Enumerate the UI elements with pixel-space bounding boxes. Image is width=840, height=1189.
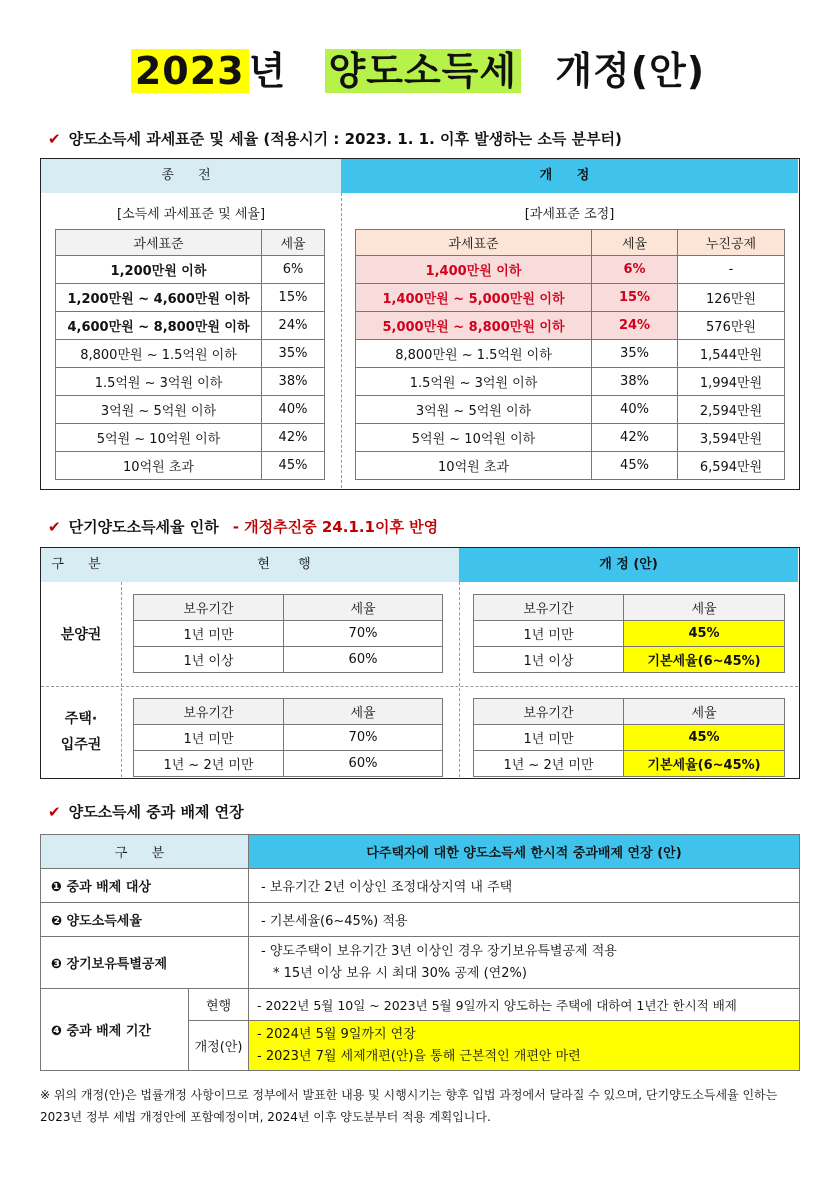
old-rate-table — [55, 229, 325, 480]
title-year: 2023 — [131, 49, 249, 93]
table-cell: 3,594만원 — [678, 424, 785, 452]
main-header: 다주택자에 대한 양도소득세 한시적 중과배제 연장 (안) — [249, 835, 800, 869]
table-cell: 42% — [262, 424, 325, 452]
group-label: 주택· 입주권 — [60, 710, 102, 753]
table-cell: 15% — [592, 284, 678, 312]
divider — [459, 582, 460, 777]
table-cell: 45% — [262, 452, 325, 480]
table-cell: 576만원 — [678, 312, 785, 340]
table-cell: 1,994만원 — [678, 368, 785, 396]
old-header: 종 전 — [41, 159, 341, 193]
old-caption: [소득세 과세표준 및 세율] — [116, 207, 266, 222]
col-header: 세율 — [262, 230, 325, 256]
table-cell: 45% — [624, 725, 785, 751]
table-cell: - — [678, 256, 785, 284]
table-cell: 8,800만원 ~ 1.5억원 이하 — [356, 340, 592, 368]
divider — [41, 686, 798, 687]
table-cell: 1년 이상 — [134, 647, 284, 673]
table-cell: 3억원 ~ 5억원 이하 — [56, 396, 262, 424]
row-text-line: - 양도주택이 보유기간 3년 이상인 경우 장기보유특별공제 적용 — [261, 943, 617, 959]
new-rate-table — [355, 229, 785, 480]
title-rest: 개정(안) — [555, 49, 706, 93]
table-cell: 8,800만원 ~ 1.5억원 이하 — [56, 340, 262, 368]
footnote: ※ 위의 개정(안)은 법률개정 사항이므로 정부에서 발표한 내용 및 시행시기는 향후 입법 과정에서 달라질 수 있으며, 단기양도소득세율 인하는 2023년 정부 세법 개정안에 포함예정이며, 2024년 이후 양도분부터 적용 계획입니다. — [40, 1088, 778, 1124]
revised-label: 개정(안) — [189, 1021, 249, 1071]
check-icon: ✔ — [48, 803, 61, 821]
current-label: 현행 — [189, 989, 249, 1021]
row-text-note: * 15년 이상 보유 시 최대 30% 공제 (연2%) — [273, 965, 527, 981]
check-icon: ✔ — [48, 130, 61, 148]
row-text: - 기본세율(6~45%) 적용 — [249, 903, 800, 937]
table-cell: 60% — [284, 751, 443, 777]
table-cell: 1년 ~ 2년 미만 — [474, 751, 624, 777]
divider — [341, 193, 342, 488]
page-title — [0, 40, 840, 95]
revised-text — [249, 1021, 800, 1071]
table-cell: 5,000만원 ~ 8,800만원 이하 — [356, 312, 592, 340]
revised-text-line: - 2023년 7월 세제개편(안)을 통해 근본적인 개편안 마련 — [257, 1048, 581, 1064]
table-cell: 6,594만원 — [678, 452, 785, 480]
surcharge-exclusion-table — [40, 834, 800, 1071]
table-cell: 5억원 ~ 10억원 이하 — [56, 424, 262, 452]
table-cell: 38% — [262, 368, 325, 396]
col-header: 과세표준 — [56, 230, 262, 256]
table-cell: 1년 이상 — [474, 647, 624, 673]
section2-note: - 개정추진중 24.1.1이후 반영 — [232, 518, 439, 536]
table-cell: 1년 ~ 2년 미만 — [134, 751, 284, 777]
table-cell: 1년 미만 — [134, 725, 284, 751]
check-icon: ✔ — [48, 518, 61, 536]
revised-table-presale — [473, 594, 785, 673]
current-text: - 2022년 5월 10일 ~ 2023년 5월 9일까지 양도하는 주택에 대하여 1년간 한시적 배제 — [249, 989, 800, 1021]
table-cell: 10억원 초과 — [56, 452, 262, 480]
table-cell: 1년 미만 — [474, 725, 624, 751]
table-cell: 70% — [284, 725, 443, 751]
col-header: 보유기간 — [134, 699, 284, 725]
table-cell: 기본세율(6~45%) — [624, 751, 785, 777]
section3-heading: ✔ 양도소득세 중과 배제 연장 — [48, 803, 244, 821]
row-label: ❸ 장기보유특별공제 — [41, 937, 249, 989]
section1-heading: ✔ 양도소득세 과세표준 및 세율 (적용시기 : 2023. 1. 1. 이후 발생하는 소득 분부터) — [48, 130, 622, 148]
row-text — [249, 937, 800, 989]
table-cell: 5억원 ~ 10억원 이하 — [356, 424, 592, 452]
table-cell: 1년 미만 — [134, 621, 284, 647]
table-cell: 6% — [592, 256, 678, 284]
table-cell: 24% — [592, 312, 678, 340]
col-header: 보유기간 — [474, 595, 624, 621]
table-cell: 15% — [262, 284, 325, 312]
col-header: 세율 — [624, 699, 785, 725]
table-cell: 1,200만원 ~ 4,600만원 이하 — [56, 284, 262, 312]
revised-text-line: - 2024년 5월 9일까지 연장 — [257, 1026, 416, 1042]
col-header: 과세표준 — [356, 230, 592, 256]
current-header: 현 행 — [121, 548, 459, 582]
table-cell: 1,400만원 ~ 5,000만원 이하 — [356, 284, 592, 312]
table-cell: 38% — [592, 368, 678, 396]
table-cell: 6% — [262, 256, 325, 284]
tax-rate-box — [40, 158, 800, 490]
table-cell: 1.5억원 ~ 3억원 이하 — [56, 368, 262, 396]
col-header: 누진공제 — [678, 230, 785, 256]
col-header: 보유기간 — [474, 699, 624, 725]
table-cell: 기본세율(6~45%) — [624, 647, 785, 673]
table-cell: 42% — [592, 424, 678, 452]
divider — [121, 582, 122, 777]
revised-table-house — [473, 698, 785, 777]
table-cell: 1.5억원 ~ 3억원 이하 — [356, 368, 592, 396]
table-cell: 126만원 — [678, 284, 785, 312]
table-cell: 1,400만원 이하 — [356, 256, 592, 284]
table-cell: 40% — [592, 396, 678, 424]
table-cell: 35% — [262, 340, 325, 368]
table-cell: 70% — [284, 621, 443, 647]
col-header: 세율 — [592, 230, 678, 256]
row-label: ❶ 중과 배제 대상 — [41, 869, 249, 903]
table-cell: 3억원 ~ 5억원 이하 — [356, 396, 592, 424]
short-term-box — [40, 547, 800, 779]
table-cell: 45% — [624, 621, 785, 647]
title-subject: 양도소득세 — [325, 49, 522, 93]
table-cell: 4,600만원 ~ 8,800만원 이하 — [56, 312, 262, 340]
current-table-house — [133, 698, 443, 777]
current-table-presale — [133, 594, 443, 673]
col-header: 세율 — [624, 595, 785, 621]
table-cell: 10억원 초과 — [356, 452, 592, 480]
section2-heading: ✔ 단기양도소득세율 인하 - 개정추진중 24.1.1이후 반영 — [48, 518, 439, 536]
table-cell: 45% — [592, 452, 678, 480]
table-cell: 1,544만원 — [678, 340, 785, 368]
col-header: 보유기간 — [134, 595, 284, 621]
row-label: ❹ 중과 배제 기간 — [41, 989, 189, 1071]
col-header: 세율 — [284, 595, 443, 621]
table-cell: 35% — [592, 340, 678, 368]
new-header: 개 정 — [341, 159, 798, 193]
table-cell: 1년 미만 — [474, 621, 624, 647]
col-header: 세율 — [284, 699, 443, 725]
table-cell: 1,200만원 이하 — [56, 256, 262, 284]
row-text: - 보유기간 2년 이상인 조정대상지역 내 주택 — [249, 869, 800, 903]
revised-header: 개 정 (안) — [459, 548, 798, 582]
table-cell: 24% — [262, 312, 325, 340]
gubun-header: 구 분 — [41, 835, 249, 869]
gubun-header: 구 분 — [41, 548, 121, 582]
row-label: ❷ 양도소득세율 — [41, 903, 249, 937]
group-label: 분양권 — [60, 627, 102, 643]
table-cell: 2,594만원 — [678, 396, 785, 424]
table-cell: 40% — [262, 396, 325, 424]
new-caption: [과세표준 조정] — [524, 207, 615, 222]
table-cell: 60% — [284, 647, 443, 673]
title-year-suffix: 년 — [248, 49, 287, 93]
